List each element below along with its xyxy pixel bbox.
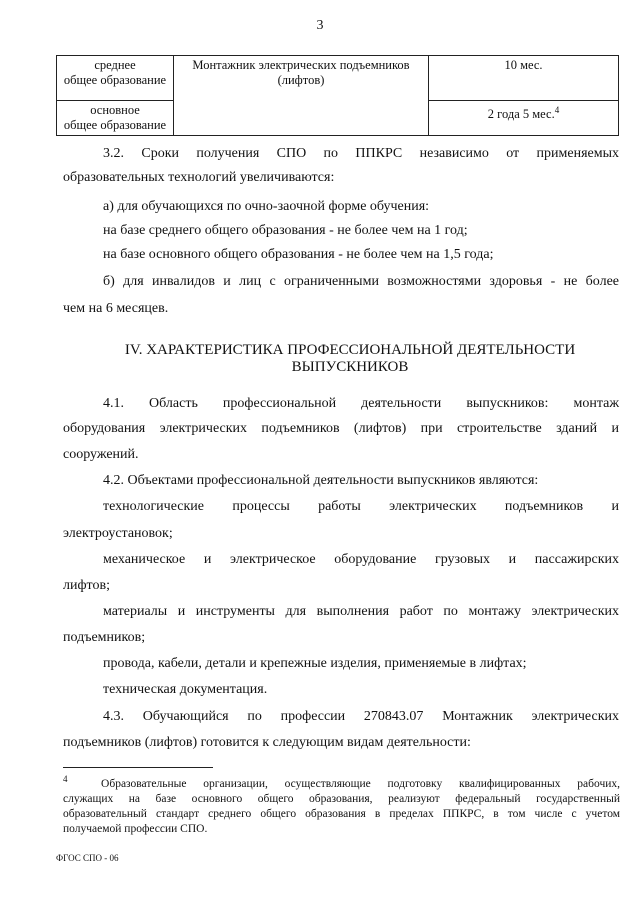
duration-cell: 10 мес. [429, 56, 619, 101]
profession-line: Монтажник электрических подъемников [192, 58, 410, 72]
paragraph-4-3-line: подъемников (лифтов) готовится к следующим видам деятельности: [63, 735, 471, 750]
item-a: а) для обучающихся по очно-заочной форме обучения: [103, 199, 430, 214]
paragraph-3-2-line: 3.2. Сроки получения СПО по ППКРС независимо от применяемых [103, 146, 619, 161]
paragraph-4-1-line: сооружений. [63, 447, 139, 462]
education-level-cell [57, 101, 174, 136]
item-b-line: чем на 6 месяцев. [63, 301, 169, 316]
object-item: техническая документация. [103, 682, 268, 697]
object-item: провода, кабели, детали и крепежные изделия, применяемые в лифтах; [103, 656, 527, 671]
object-item-line: механическое и электрическое оборудование грузовых и пассажирских [103, 552, 619, 567]
page-number: 3 [316, 18, 324, 33]
footnote-mark: 4 [63, 774, 68, 784]
object-item-line: лифтов; [63, 578, 110, 593]
footnote-line [63, 772, 620, 792]
footer-code: ФГОС СПО - 06 [56, 853, 119, 863]
profession-cell [174, 56, 429, 136]
education-level-line: основное [90, 103, 140, 117]
paragraph-4-1-line: оборудования электрических подъемников (лифтов) при строительстве зданий и [63, 421, 619, 436]
duration-cell [429, 101, 619, 136]
education-level-line: общее образование [63, 118, 167, 132]
paragraph-3-2-line: образовательных технологий увеличиваются: [63, 170, 335, 185]
education-level-line: общее образование [63, 73, 167, 87]
object-item-line: подъемников; [63, 630, 146, 645]
footnote-line: служащих на базе основного общего образования, реализуют федеральный государственный [63, 792, 620, 805]
footnote-line: образовательный стандарт среднего общего образования в пределах ППКРС, в том числе с учетом [63, 807, 620, 820]
duration-value: 2 года 5 мес. [487, 107, 555, 122]
object-item-line: материалы и инструменты для выполнения работ по монтажу электрических [103, 604, 619, 619]
footnote-divider [63, 767, 213, 768]
education-table [56, 55, 619, 136]
profession-line: (лифтов) [277, 73, 325, 87]
table-row [57, 56, 619, 101]
section-heading-line: IV. ХАРАКТЕРИСТИКА ПРОФЕССИОНАЛЬНОЙ ДЕЯТЕЛЬНОСТИ [124, 342, 576, 358]
footnote-text: Образовательные организации, осуществляющие подготовку квалифицированных рабочих, [101, 777, 621, 790]
footnote-reference: 4 [554, 105, 560, 115]
item-b-line: б) для инвалидов и лиц с ограниченными возможностями здоровья - не более [103, 274, 619, 289]
education-level-cell [57, 56, 174, 101]
object-item-line: электроустановок; [63, 526, 173, 541]
item-a-secondary-base: на базе среднего общего образования - не более чем на 1 год; [103, 223, 468, 238]
paragraph-4-2: 4.2. Объектами профессиональной деятельности выпускников являются: [103, 473, 539, 488]
item-a-basic-base: на базе основного общего образования - не более чем на 1,5 года; [103, 247, 494, 262]
footnote [63, 772, 620, 837]
paragraph-4-3-line: 4.3. Обучающийся по профессии 270843.07 Монтажник электрических [103, 709, 619, 724]
object-item-line: технологические процессы работы электрических подъемников и [103, 499, 619, 514]
education-level-line: среднее [94, 58, 136, 72]
paragraph-4-1-line: 4.1. Область профессиональной деятельности выпускников: монтаж [103, 396, 619, 411]
footnote-line: получаемой профессии СПО. [63, 822, 208, 835]
section-heading-line: ВЫПУСКНИКОВ [291, 359, 409, 375]
section-heading [80, 342, 620, 376]
